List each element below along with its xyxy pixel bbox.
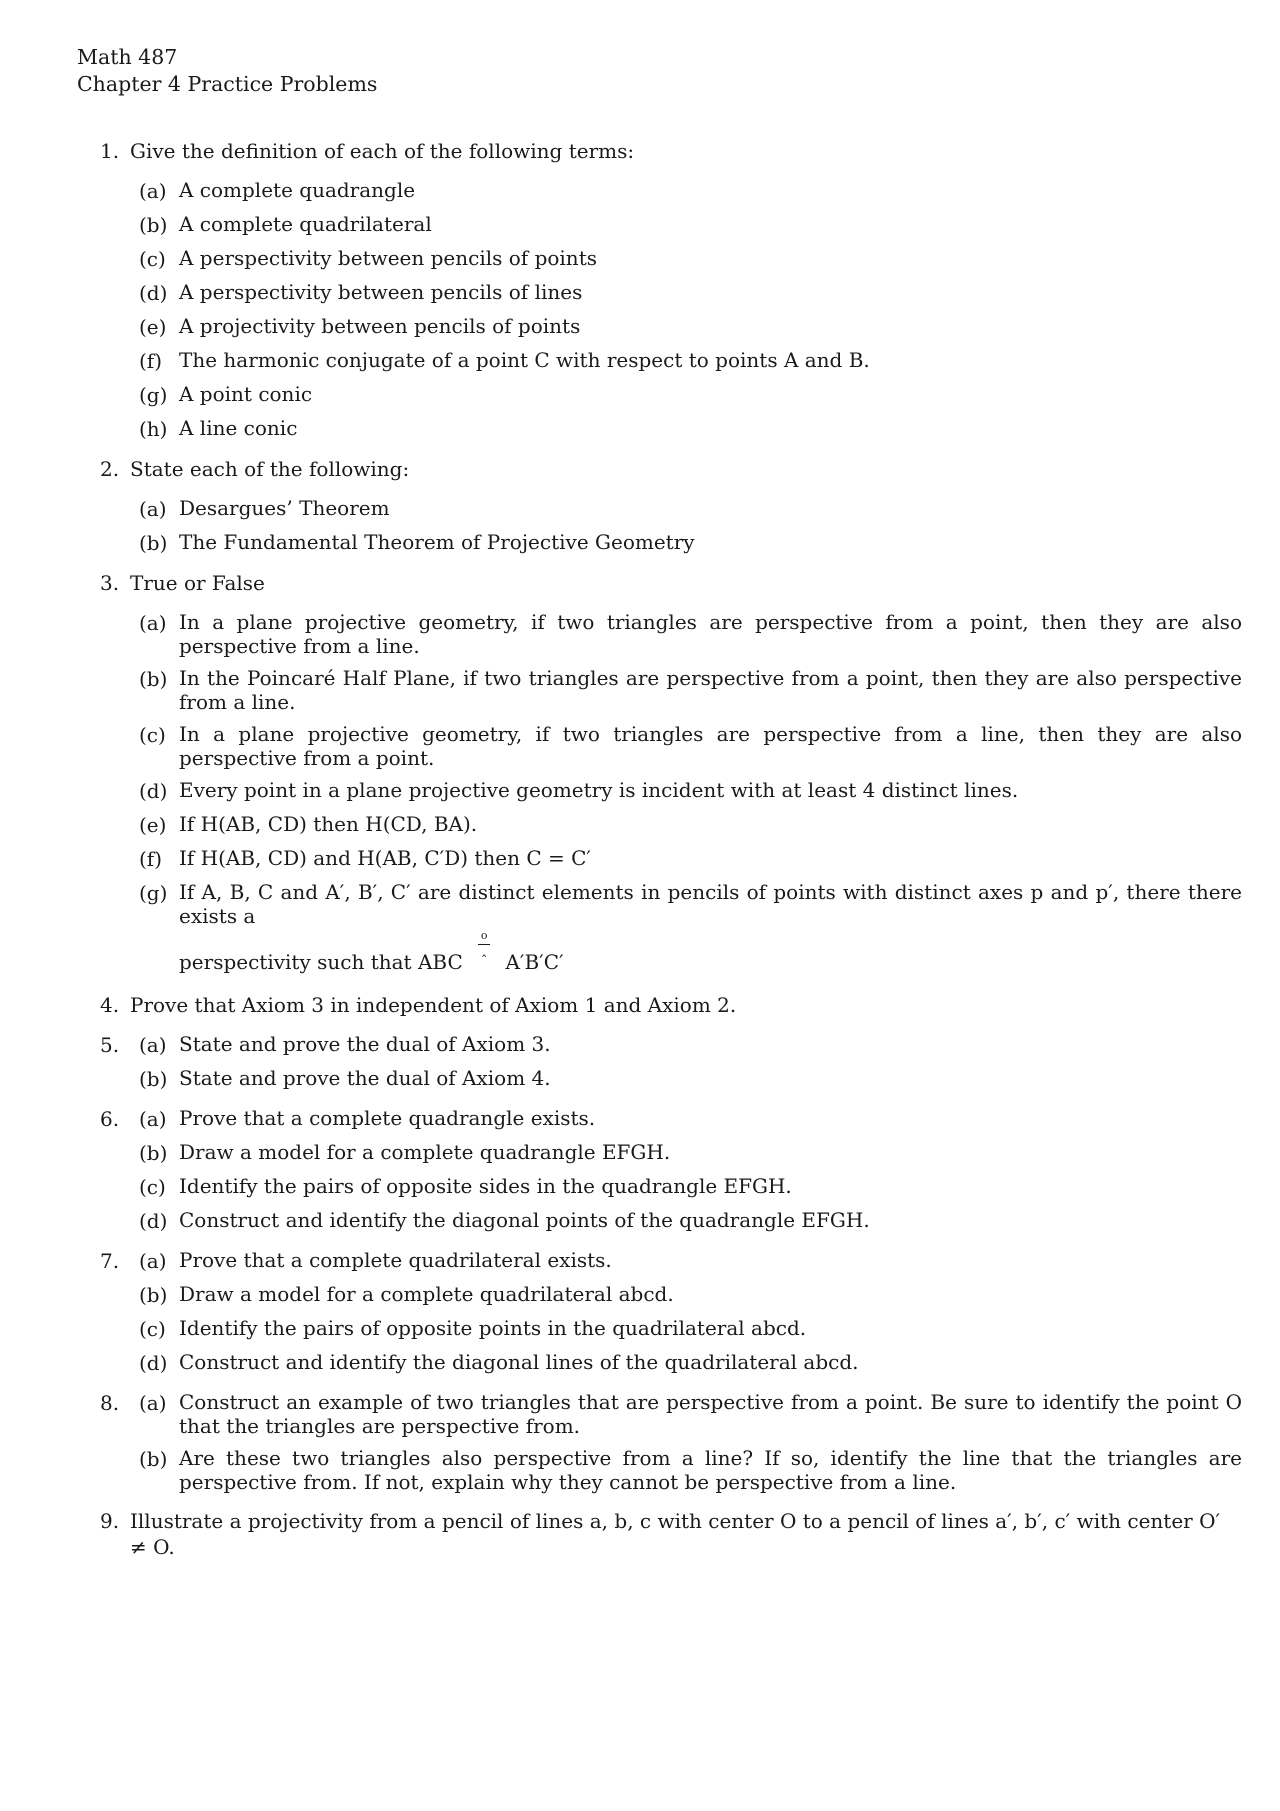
problem-list	[100, 138, 1242, 1574]
problem-stem: Give the definition of each of the following terms:	[130, 139, 635, 163]
subpart: (g) A point conic	[139, 382, 313, 407]
subpart: (c) In a plane projective geometry, if two triangles are perspective from a line, then they are also perspective from a point.	[139, 722, 1242, 770]
subpart: (h) A line conic	[139, 416, 298, 441]
subpart: (b) In the Poincaré Half Plane, if two triangles are perspective from a point, then they are also perspective from a line.	[139, 666, 1242, 714]
subpart: (a) Desargues’ Theorem	[139, 496, 390, 521]
problem-6	[100, 1106, 1242, 1234]
problem-8	[100, 1390, 1242, 1494]
problem-3	[100, 570, 1242, 978]
problem-7	[100, 1248, 1242, 1376]
subpart: (d) Construct and identify the diagonal points of the quadrangle EFGH.	[139, 1208, 870, 1233]
subpart: (a) State and prove the dual of Axiom 3.	[139, 1032, 551, 1057]
subpart: (a) A complete quadrangle	[139, 178, 416, 203]
problem-number: 8.	[100, 1391, 120, 1415]
subpart: (c) Identify the pairs of opposite points in the quadrilateral abcd.	[139, 1316, 807, 1341]
problem-2	[100, 456, 1242, 556]
subpart: (b) Are these two triangles also perspective from a line? If so, identify the line that the triangles are perspective from. If not, explain why they cannot be perspective from a line.	[139, 1446, 1242, 1494]
subpart: (a) Construct an example of two triangles that are perspective from a point. Be sure to identify the point O that the triangles are perspective from.	[139, 1390, 1242, 1438]
subpart: (d) Every point in a plane projective geometry is incident with at least 4 distinct lines.	[139, 778, 1019, 803]
subpart: (c) A perspectivity between pencils of points	[139, 246, 597, 271]
problem-stem: Prove that Axiom 3 in independent of Axiom 1 and Axiom 2.	[130, 993, 737, 1017]
problem-number: 2.	[100, 457, 120, 481]
problem-stem: State each of the following:	[130, 457, 410, 481]
problem-number: 7.	[100, 1249, 120, 1273]
subpart: (f) The harmonic conjugate of a point C with respect to points A and B.	[139, 348, 870, 373]
subpart: (b) A complete quadrilateral	[139, 212, 432, 237]
problem-1	[100, 138, 1242, 442]
subpart: (f) If H(AB, CD) and H(AB, C′D) then C = C′	[139, 846, 591, 871]
subpart: (a) Prove that a complete quadrangle exists.	[139, 1106, 596, 1131]
subpart: (d) A perspectivity between pencils of lines	[139, 280, 583, 305]
subpart: (d) Construct and identify the diagonal lines of the quadrilateral abcd.	[139, 1350, 859, 1375]
course-name: Math 487	[77, 45, 178, 69]
subpart: (e) A projectivity between pencils of points	[139, 314, 581, 339]
page-title: Chapter 4 Practice Problems	[77, 72, 378, 96]
problem-number: 3.	[100, 571, 120, 595]
subpart: (a) Prove that a complete quadrilateral exists.	[139, 1248, 612, 1273]
subpart: (a) In a plane projective geometry, if two triangles are perspective from a point, then they are also perspective from a line.	[139, 610, 1242, 658]
subpart: (g) If A, B, C and A′, B′, C′ are distinct elements in pencils of points with distinct axes p and p′, there there exists a perspectivity such that ABC o $^ˆ$ A′B′C′	[139, 880, 1242, 978]
problem-9	[100, 1508, 1242, 1560]
problem-number: 4.	[100, 993, 120, 1017]
problem-stem: True or False	[130, 571, 265, 595]
subpart: (b) Draw a model for a complete quadrangle EFGH.	[139, 1140, 671, 1165]
subpart: (c) Identify the pairs of opposite sides in the quadrangle EFGH.	[139, 1174, 792, 1199]
page-header	[77, 44, 377, 98]
problem-stem: Illustrate a projectivity from a pencil of lines a, b, c with center O to a pencil of lines a′, b′, c′ with center O′ ≠ O.	[130, 1509, 1221, 1559]
problem-number: 6.	[100, 1107, 120, 1131]
subpart: (b) The Fundamental Theorem of Projective Geometry	[139, 530, 695, 555]
subpart: (e) If H(AB, CD) then H(CD, BA).	[139, 812, 478, 837]
problem-5	[100, 1032, 1242, 1092]
subpart: (b) Draw a model for a complete quadrilateral abcd.	[139, 1282, 674, 1307]
problem-number: 9.	[100, 1509, 120, 1533]
problem-number: 1.	[100, 139, 120, 163]
subpart: (b) State and prove the dual of Axiom 4.	[139, 1066, 551, 1091]
perspectivity-symbol: o $^ˆ$	[469, 950, 499, 978]
problem-4	[100, 992, 1242, 1018]
perspectivity-line: perspectivity such that ABC o $^ˆ$ A′B′C′	[179, 950, 1242, 978]
problem-number: 5.	[100, 1033, 120, 1057]
subpart-text: If A, B, C and A′, B′, C′ are distinct elements in pencils of points with distinct axes p and p′, there there exists a	[179, 880, 1242, 928]
